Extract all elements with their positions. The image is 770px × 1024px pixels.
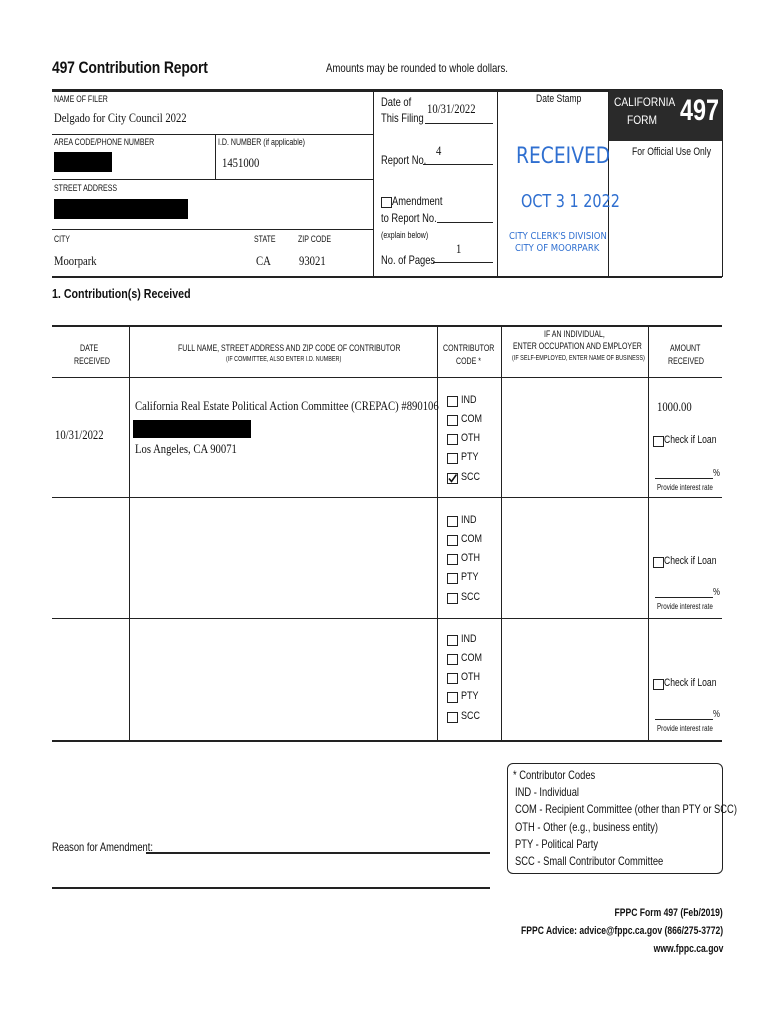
state-value: CA <box>256 253 271 268</box>
col-divider-code <box>501 326 502 740</box>
row-2-pty-checkbox[interactable] <box>447 573 458 584</box>
row-2-ind-label: IND <box>461 514 477 526</box>
col-divider-name <box>437 326 438 740</box>
row-1-ind-checkbox[interactable] <box>447 396 458 407</box>
header-amount-received: RECEIVED <box>668 356 704 366</box>
row-1-com-label: COM <box>461 413 483 425</box>
footer-website: www.fppc.ca.gov <box>653 943 723 955</box>
row-2-com-label: COM <box>461 533 483 545</box>
row-3-code-group <box>447 633 497 733</box>
row-1-scc-checkbox[interactable] <box>447 473 458 484</box>
legend-item-scc: SCC - Small Contributor Committee <box>515 854 664 868</box>
date-stamp-label: Date Stamp <box>536 93 582 105</box>
row-3-ind-label: IND <box>461 633 477 645</box>
explain-below-label: (explain below) <box>381 230 429 240</box>
header-amount: AMOUNT <box>670 343 701 353</box>
row-1-oth-label: OTH <box>461 432 481 444</box>
row-1-loan-checkbox[interactable] <box>653 436 664 447</box>
legend-item-oth: OTH - Other (e.g., business entity) <box>515 820 659 834</box>
filing-divider <box>497 90 498 277</box>
row-2-oth-checkbox[interactable] <box>447 554 458 565</box>
row-1-ind-label: IND <box>461 394 477 406</box>
table-header-bottom <box>52 377 722 378</box>
header-if-individual: IF AN INDIVIDUAL, <box>544 329 605 339</box>
row-2-scc-checkbox[interactable] <box>447 593 458 604</box>
row-2-scc-label: SCC <box>461 591 481 603</box>
filer-name-label: NAME OF FILER <box>54 94 108 104</box>
header-self-employed: (IF SELF-EMPLOYED, ENTER NAME OF BUSINESS) <box>512 355 645 362</box>
filing-date-value: 10/31/2022 <box>427 101 476 116</box>
row-3-loan-group <box>653 677 721 737</box>
filer-row-line-2 <box>52 179 373 180</box>
header-received: RECEIVED <box>74 356 110 366</box>
form-label: FORM <box>627 113 658 127</box>
row-1-loan-label: Check if Loan <box>664 434 717 446</box>
row-2-ind-checkbox[interactable] <box>447 516 458 527</box>
report-no-underline <box>423 164 493 165</box>
state-label: STATE <box>254 234 276 244</box>
row-2-percent: % <box>713 587 720 598</box>
row-3-com-label: COM <box>461 652 483 664</box>
row-3-scc-label: SCC <box>461 710 481 722</box>
header-code: CODE * <box>456 356 481 366</box>
amendment-reason-line-2[interactable] <box>52 887 490 889</box>
header-occupation: ENTER OCCUPATION AND EMPLOYER <box>513 341 642 351</box>
amend-report-underline <box>437 222 493 223</box>
row-1-pty-checkbox[interactable] <box>447 453 458 464</box>
pages-value: 1 <box>456 241 462 256</box>
row-3-pty-label: PTY <box>461 690 479 702</box>
amendment-label: Amendment <box>392 194 443 208</box>
received-stamp-date: OCT 3 1 2022 <box>521 191 620 212</box>
pages-underline <box>433 262 493 263</box>
filer-name-value: Delgado for City Council 2022 <box>54 110 187 125</box>
row-1-bottom <box>52 497 722 498</box>
row-3-oth-label: OTH <box>461 671 481 683</box>
amend-report-label: to Report No. <box>381 211 437 225</box>
official-use-label: For Official Use Only <box>632 146 711 158</box>
row-2-oth-label: OTH <box>461 552 481 564</box>
id-number-value: 1451000 <box>222 155 260 170</box>
form-title: 497 Contribution Report <box>52 58 208 77</box>
received-stamp: RECEIVED <box>516 144 611 169</box>
amendment-reason-line-1[interactable] <box>146 852 490 854</box>
row-2-loan-checkbox[interactable] <box>653 557 664 568</box>
row-1-amount: 1000.00 <box>657 399 692 414</box>
row-1-interest-label: Provide interest rate <box>657 483 713 492</box>
row-3-interest-underline[interactable] <box>655 719 713 720</box>
form-number: 497 <box>680 94 720 127</box>
amendment-checkbox[interactable] <box>381 197 392 208</box>
row-3-interest-label: Provide interest rate <box>657 724 713 733</box>
row-3-com-checkbox[interactable] <box>447 654 458 665</box>
row-3-pty-checkbox[interactable] <box>447 692 458 703</box>
phone-redaction <box>54 152 112 172</box>
row-1-loan-group <box>653 434 721 494</box>
row-2-code-group <box>447 514 497 614</box>
zip-value: 93021 <box>299 253 326 268</box>
col-divider-date <box>129 326 130 740</box>
row-3-loan-label: Check if Loan <box>664 677 717 689</box>
legend-item-pty: PTY - Political Party <box>515 837 599 851</box>
header-contributor-name: FULL NAME, STREET ADDRESS AND ZIP CODE OF CONTRIBUTOR <box>178 343 401 353</box>
row-3-ind-checkbox[interactable] <box>447 635 458 646</box>
contributor-codes-legend <box>507 763 737 874</box>
row-2-interest-underline[interactable] <box>655 597 713 598</box>
section-title: 1. Contribution(s) Received <box>52 286 191 301</box>
stamp-division: CITY CLERK'S DIVISION <box>509 231 607 242</box>
header-committee-id: (IF COMMITTEE, ALSO ENTER I.D. NUMBER) <box>226 356 342 363</box>
stamp-city: CITY OF MOORPARK <box>515 243 600 254</box>
legend-item-ind: IND - Individual <box>515 785 579 799</box>
filer-row-line-3 <box>52 229 373 230</box>
this-filing-label: This Filing <box>381 111 424 125</box>
city-label: CITY <box>54 234 71 244</box>
row-2-loan-group <box>653 555 721 615</box>
legend-item-com: COM - Recipient Committee (other than PTY or SCC) <box>515 802 737 816</box>
row-3-percent: % <box>713 709 720 720</box>
checkmark-icon <box>448 474 457 483</box>
row-1-oth-checkbox[interactable] <box>447 434 458 445</box>
california-form-box <box>609 90 722 141</box>
rounding-note: Amounts may be rounded to whole dollars. <box>326 61 508 75</box>
street-label: STREET ADDRESS <box>54 183 118 193</box>
filing-date-underline <box>425 123 493 124</box>
phone-id-divider <box>215 134 216 179</box>
row-1-date: 10/31/2022 <box>55 427 104 442</box>
col-divider-occupation <box>648 326 649 740</box>
row-1-pty-label: PTY <box>461 451 479 463</box>
row-3-oth-checkbox[interactable] <box>447 673 458 684</box>
amendment-reason-label: Reason for Amendment: <box>52 840 153 854</box>
filer-row-line-1 <box>52 134 373 135</box>
row-2-bottom <box>52 618 722 619</box>
row-1-interest-underline[interactable] <box>655 478 713 479</box>
report-no-label: Report No. <box>381 153 427 167</box>
row-1-code-group <box>447 394 497 494</box>
filer-divider <box>373 90 374 277</box>
row-3-loan-checkbox[interactable] <box>653 679 664 690</box>
header-date: DATE <box>80 343 99 353</box>
row-2-com-checkbox[interactable] <box>447 535 458 546</box>
row-1-percent: % <box>713 468 720 479</box>
header-contributor: CONTRIBUTOR <box>443 343 495 353</box>
street-redaction <box>54 199 188 219</box>
row-2-interest-label: Provide interest rate <box>657 602 713 611</box>
row-1-com-checkbox[interactable] <box>447 415 458 426</box>
right-border <box>722 90 723 277</box>
city-value: Moorpark <box>54 253 97 268</box>
row-1-contributor-name: California Real Estate Political Action Committee (CREPAC) #890106 <box>135 398 439 413</box>
footer-advice: FPPC Advice: advice@fppc.ca.gov (866/275-3772) <box>520 925 723 937</box>
legend-title: * Contributor Codes <box>513 768 596 782</box>
row-3-scc-checkbox[interactable] <box>447 712 458 723</box>
footer-form-version: FPPC Form 497 (Feb/2019) <box>614 907 723 919</box>
california-label: CALIFORNIA <box>614 95 676 109</box>
row-1-address-redaction <box>133 420 251 438</box>
filer-box-bottom-border <box>52 276 722 278</box>
zip-label: ZIP CODE <box>298 234 332 244</box>
id-number-label: I.D. NUMBER (if applicable) <box>218 137 305 147</box>
table-top-border <box>52 325 722 327</box>
report-no-value: 4 <box>436 143 442 158</box>
pages-label: No. of Pages <box>381 253 436 267</box>
row-2-pty-label: PTY <box>461 571 479 583</box>
date-of-label: Date of <box>381 95 412 109</box>
phone-label: AREA CODE/PHONE NUMBER <box>54 137 155 147</box>
row-1-scc-label: SCC <box>461 471 481 483</box>
row-1-city-line: Los Angeles, CA 90071 <box>135 441 237 456</box>
row-2-loan-label: Check if Loan <box>664 555 717 567</box>
table-bottom-border <box>52 740 722 742</box>
